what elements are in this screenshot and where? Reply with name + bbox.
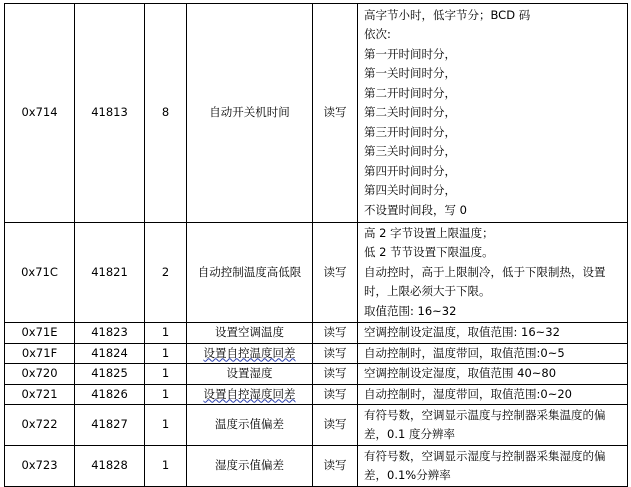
register-name-text: 设置自控湿度回差 bbox=[203, 386, 296, 401]
modbus-address-cell: 41813 bbox=[75, 4, 145, 223]
description-line: 第二开时间时分， bbox=[364, 85, 456, 100]
length-cell: 2 bbox=[145, 223, 187, 323]
length-cell: 1 bbox=[145, 364, 187, 385]
table-row bbox=[5, 223, 628, 323]
address-cell: 0x71E bbox=[5, 323, 75, 344]
address-cell: 0x723 bbox=[5, 446, 75, 487]
description-line: 差，0.1%分辨率 bbox=[364, 468, 451, 482]
modbus-address-cell: 41824 bbox=[75, 343, 145, 364]
modbus-address-cell: 41826 bbox=[75, 384, 145, 405]
access-cell: 读写 bbox=[313, 4, 358, 223]
description-cell bbox=[358, 364, 628, 385]
description-cell bbox=[358, 323, 628, 344]
access-cell: 读写 bbox=[313, 364, 358, 385]
register-name-cell: 设置空调温度 bbox=[187, 323, 313, 344]
description-line: 差，0.1 度分辨率 bbox=[364, 427, 455, 441]
description-cell bbox=[358, 384, 628, 405]
table-row bbox=[5, 343, 628, 364]
modbus-address-cell: 41821 bbox=[75, 223, 145, 323]
address-cell: 0x722 bbox=[5, 405, 75, 446]
register-name-cell: 湿度示值偏差 bbox=[187, 446, 313, 487]
description-cell bbox=[358, 343, 628, 364]
register-name-cell: 设置湿度 bbox=[187, 364, 313, 385]
description-line: 有符号数，空调显示湿度与控制器采集湿度的偏 bbox=[364, 448, 606, 463]
address-cell: 0x71C bbox=[5, 223, 75, 323]
description-cell bbox=[358, 405, 628, 446]
description-line: 时，上限必须大于下限。 bbox=[364, 284, 491, 299]
description-line: 第三开时间时分， bbox=[364, 124, 456, 139]
table-row bbox=[5, 4, 628, 223]
modbus-address-cell: 41827 bbox=[75, 405, 145, 446]
description-line: 自动控时，高于上限制冷，低于下限制热，设置 bbox=[364, 264, 606, 279]
description-line: 取值范围: 16~32 bbox=[364, 303, 457, 318]
table-row bbox=[5, 323, 628, 344]
description-line: 依次: bbox=[364, 27, 391, 42]
length-cell: 1 bbox=[145, 323, 187, 344]
register-name-cell: 温度示值偏差 bbox=[187, 405, 313, 446]
description-line: 自动控制时，湿度带回，取值范围:0~20 bbox=[364, 386, 572, 401]
length-cell: 1 bbox=[145, 343, 187, 364]
description-line: 低 2 节节设置下限温度。 bbox=[364, 245, 494, 260]
register-name-cell bbox=[187, 384, 313, 405]
length-cell: 1 bbox=[145, 446, 187, 487]
access-cell: 读写 bbox=[313, 405, 358, 446]
description-line: 空调控制设定温度，取值范围: 16~32 bbox=[364, 325, 560, 339]
register-table bbox=[4, 3, 628, 487]
description-line: 自动控制时，温度带回，取值范围:0~5 bbox=[364, 345, 565, 360]
register-name-cell bbox=[187, 343, 313, 364]
access-cell: 读写 bbox=[313, 323, 358, 344]
description-line: 高 2 字节设置上限温度； bbox=[364, 225, 494, 240]
register-name-cell: 自动开关机时间 bbox=[187, 4, 313, 223]
table-row bbox=[5, 446, 628, 487]
access-cell: 读写 bbox=[313, 446, 358, 487]
table-row bbox=[5, 405, 628, 446]
description-line: 有符号数，空调显示温度与控制器采集温度的偏 bbox=[364, 407, 606, 422]
length-cell: 1 bbox=[145, 405, 187, 446]
modbus-address-cell: 41825 bbox=[75, 364, 145, 385]
description-line: 空调控制设定湿度，取值范围 40~80 bbox=[364, 366, 557, 380]
access-cell: 读写 bbox=[313, 343, 358, 364]
description-line: 高字节小时，低字节分；BCD 码 bbox=[364, 7, 531, 22]
description-line: 第四开时间时分， bbox=[364, 163, 456, 178]
address-cell: 0x721 bbox=[5, 384, 75, 405]
access-cell: 读写 bbox=[313, 223, 358, 323]
description-line: 第一开时间时分， bbox=[364, 46, 456, 61]
description-cell bbox=[358, 4, 628, 223]
description-line: 不设置时间段，写 0 bbox=[364, 202, 467, 217]
description-line: 第四关时间时分， bbox=[364, 183, 456, 198]
description-cell bbox=[358, 223, 628, 323]
address-cell: 0x714 bbox=[5, 4, 75, 223]
table-row bbox=[5, 384, 628, 405]
access-cell: 读写 bbox=[313, 384, 358, 405]
length-cell: 1 bbox=[145, 384, 187, 405]
register-name-text: 设置自控温度回差 bbox=[203, 345, 296, 360]
length-cell: 8 bbox=[145, 4, 187, 223]
description-line: 第二关时间时分， bbox=[364, 105, 456, 120]
description-line: 第三关时间时分， bbox=[364, 144, 456, 159]
register-name-cell: 自动控制温度高低限 bbox=[187, 223, 313, 323]
description-cell bbox=[358, 446, 628, 487]
modbus-address-cell: 41823 bbox=[75, 323, 145, 344]
table-row bbox=[5, 364, 628, 385]
address-cell: 0x71F bbox=[5, 343, 75, 364]
modbus-address-cell: 41828 bbox=[75, 446, 145, 487]
description-line: 第一关时间时分， bbox=[364, 66, 456, 81]
address-cell: 0x720 bbox=[5, 364, 75, 385]
